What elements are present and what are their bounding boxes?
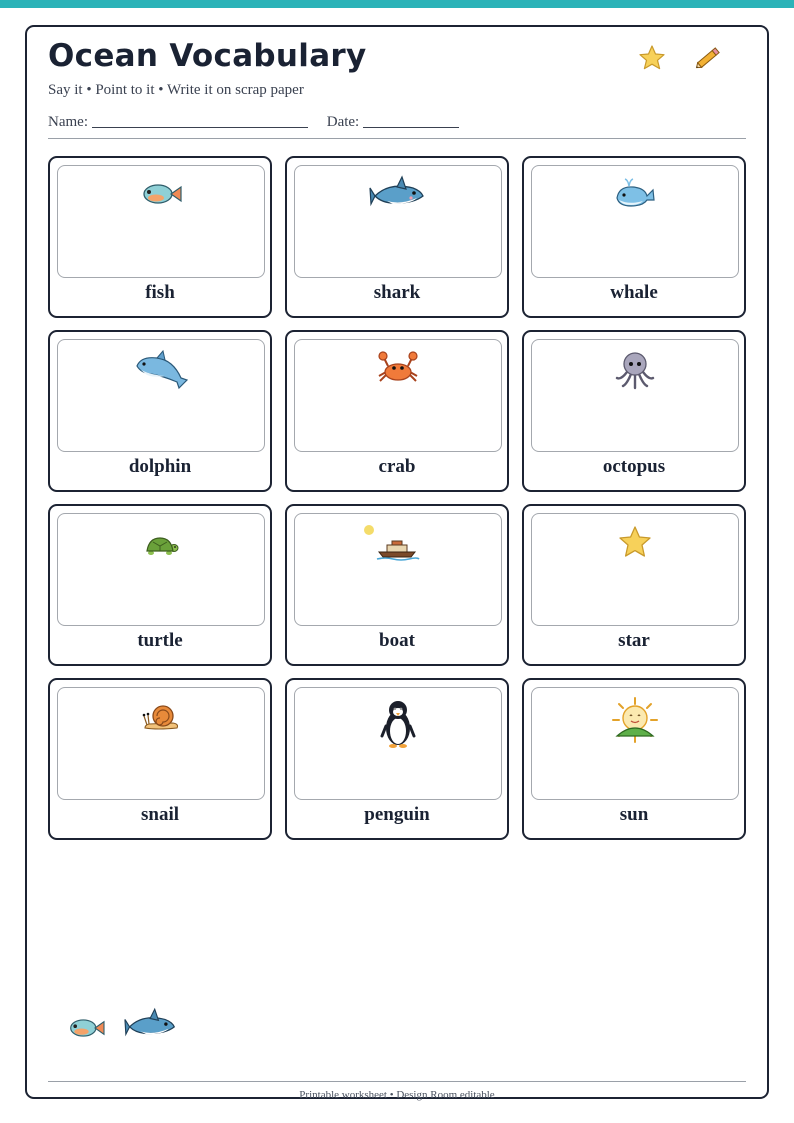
picture-box bbox=[294, 513, 502, 626]
vocab-word: fish bbox=[145, 282, 175, 303]
picture-box bbox=[57, 687, 265, 800]
star-icon bbox=[636, 42, 668, 74]
name-label: Name: bbox=[48, 114, 88, 130]
picture-box bbox=[294, 339, 502, 452]
picture-box bbox=[57, 513, 265, 626]
crab-icon bbox=[376, 348, 420, 388]
vocab-card-snail bbox=[48, 678, 272, 840]
vocab-word: sun bbox=[619, 804, 649, 825]
fish-icon bbox=[64, 1010, 108, 1051]
vocab-word: octopus bbox=[602, 456, 666, 477]
vocab-card-whale bbox=[522, 156, 746, 318]
vocab-card-crab bbox=[285, 330, 509, 492]
vocab-card-penguin bbox=[285, 678, 509, 840]
instructions: Say it • Point to it • Write it on scrap paper bbox=[48, 82, 304, 98]
picture-box bbox=[531, 513, 739, 626]
footer-divider bbox=[48, 1081, 746, 1082]
date-label: Date: bbox=[326, 114, 360, 130]
pencil-icon bbox=[692, 42, 724, 74]
picture-box bbox=[531, 339, 739, 452]
boat-icon bbox=[343, 522, 453, 562]
picture-box bbox=[531, 165, 739, 278]
penguin-icon bbox=[378, 696, 418, 752]
vocab-word: turtle bbox=[137, 630, 183, 651]
picture-box bbox=[531, 687, 739, 800]
name-blank bbox=[92, 112, 308, 128]
whale-icon bbox=[613, 174, 657, 214]
picture-box bbox=[294, 165, 502, 278]
date-blank bbox=[363, 112, 459, 128]
header-divider bbox=[48, 138, 746, 139]
picture-box bbox=[294, 687, 502, 800]
octopus-icon bbox=[613, 348, 657, 392]
shark-icon bbox=[124, 1006, 178, 1049]
dolphin-icon bbox=[133, 348, 189, 392]
vocab-word: penguin bbox=[364, 804, 430, 825]
vocab-word: whale bbox=[610, 282, 658, 303]
vocab-card-sun bbox=[522, 678, 746, 840]
star-icon bbox=[615, 522, 655, 562]
snail-icon bbox=[139, 696, 183, 736]
picture-box bbox=[57, 165, 265, 278]
vocab-word: crab bbox=[378, 456, 416, 477]
vocab-word: dolphin bbox=[128, 456, 192, 477]
name-date-line bbox=[48, 112, 459, 131]
sun-icon bbox=[611, 696, 659, 744]
vocab-card-shark bbox=[285, 156, 509, 318]
picture-box bbox=[57, 339, 265, 452]
turtle-icon bbox=[141, 522, 181, 562]
page-title: Ocean Vocabulary bbox=[48, 38, 367, 74]
vocab-card-dolphin bbox=[48, 330, 272, 492]
top-accent-bar bbox=[0, 0, 794, 8]
vocab-card-boat bbox=[285, 504, 509, 666]
vocab-card-fish bbox=[48, 156, 272, 318]
fish-icon bbox=[138, 174, 184, 214]
shark-icon bbox=[369, 174, 427, 214]
vocab-word: star bbox=[618, 630, 650, 651]
vocab-card-star bbox=[522, 504, 746, 666]
vocab-card-octopus bbox=[522, 330, 746, 492]
vocab-card-turtle bbox=[48, 504, 272, 666]
vocab-word: shark bbox=[373, 282, 421, 303]
vocab-word: boat bbox=[379, 630, 415, 651]
footer-text: Printable worksheet • Design Room editable bbox=[299, 1089, 495, 1101]
vocab-word: snail bbox=[140, 804, 180, 825]
